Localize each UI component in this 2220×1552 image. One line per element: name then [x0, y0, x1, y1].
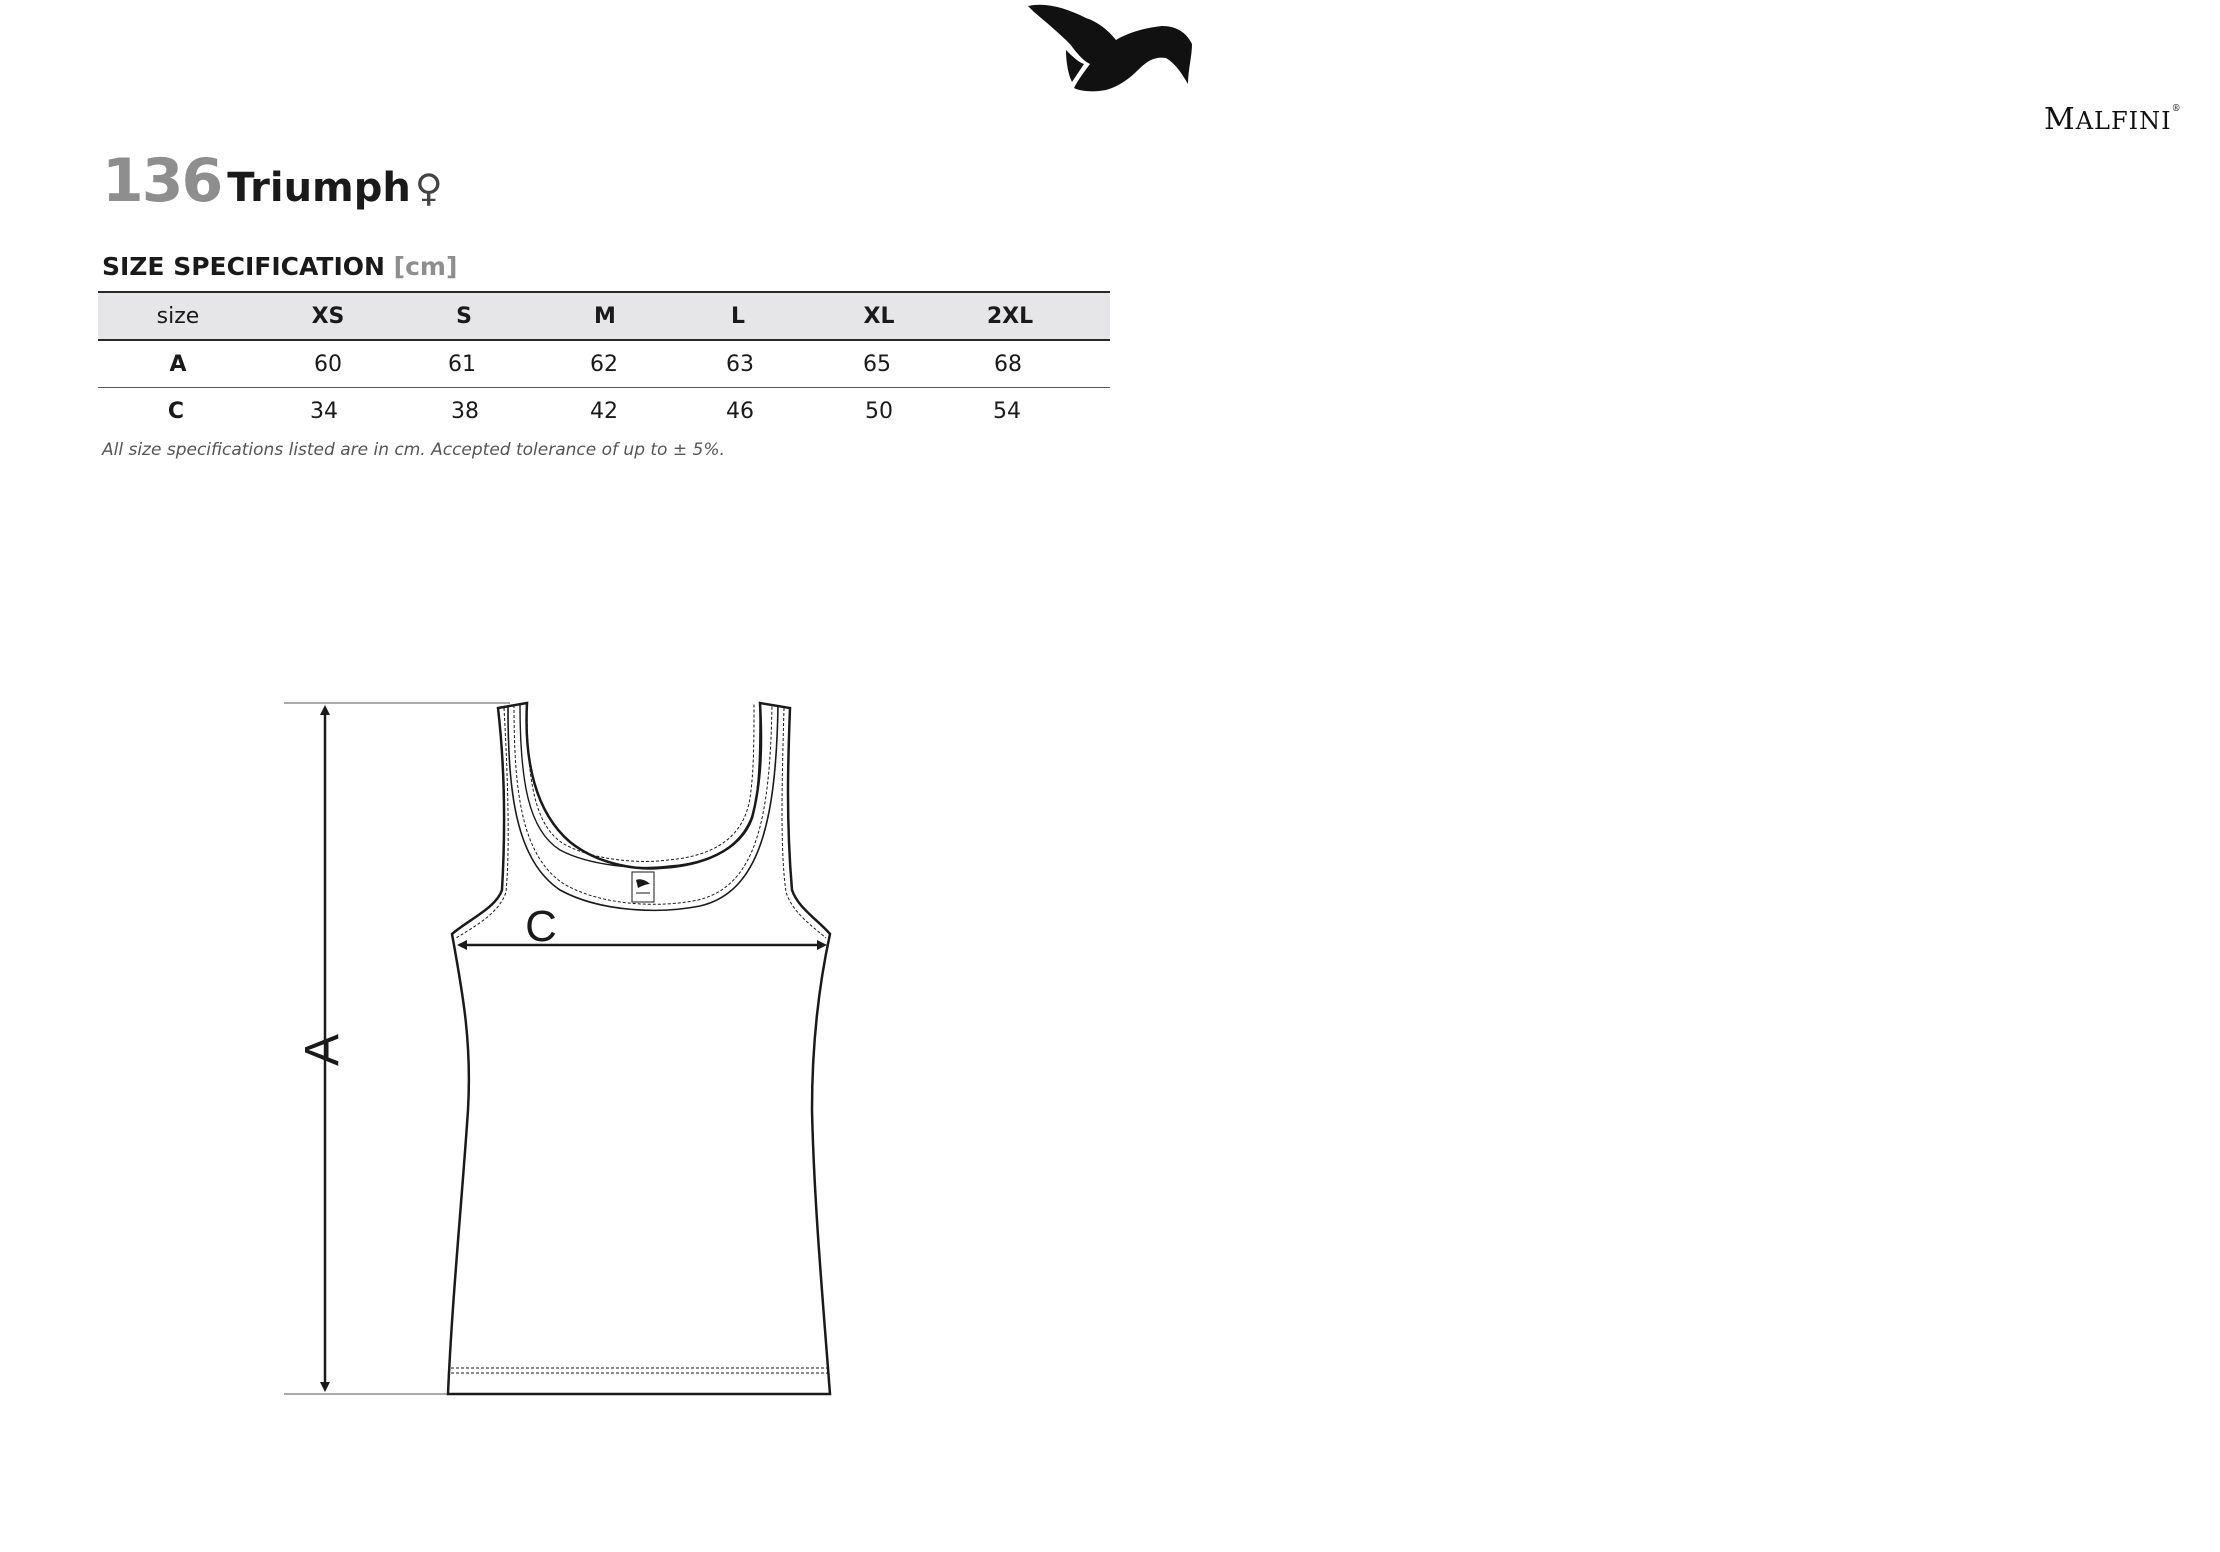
table-cell: 34	[310, 398, 338, 424]
table-header-row	[98, 291, 1110, 341]
table-cell: 46	[726, 398, 754, 424]
product-name: Triumph	[227, 165, 411, 211]
table-row	[98, 388, 1110, 434]
row-label: C	[167, 398, 185, 424]
header-cell: XS	[311, 303, 345, 329]
table-cell: 42	[590, 398, 618, 424]
header-cell: XL	[863, 303, 895, 329]
table-cell: 38	[451, 398, 479, 424]
tank-top-diagram	[0, 680, 1200, 1440]
size-table	[98, 291, 1110, 434]
garment-outline	[448, 703, 830, 1394]
table-cell: 60	[314, 351, 342, 377]
dimension-c-label: C	[525, 902, 557, 951]
table-cell: 63	[726, 351, 754, 377]
header-cell: M	[594, 303, 616, 329]
table-cell: 61	[448, 351, 476, 377]
row-label: A	[169, 351, 187, 377]
table-cell: 54	[993, 398, 1021, 424]
table-cell: 65	[863, 351, 891, 377]
neck-label	[632, 872, 654, 902]
dimension-a-label: A	[296, 1033, 349, 1067]
brand-wordmark: MALFINI®	[2044, 102, 2182, 137]
header-cell: S	[456, 303, 472, 329]
table-cell: 50	[865, 398, 893, 424]
size-spec-heading: SIZE SPECIFICATION [cm]	[102, 252, 458, 281]
product-title	[102, 146, 443, 226]
header-cell: 2XL	[986, 303, 1034, 329]
female-icon: ♀	[414, 166, 443, 210]
header-cell: size	[156, 303, 200, 329]
table-cell: 62	[590, 351, 618, 377]
table-row	[98, 341, 1110, 388]
eagle-icon	[1026, 0, 1194, 96]
product-number: 136	[102, 146, 222, 216]
tolerance-note: All size specifications listed are in cm. Accepted tolerance of up to ± 5%.	[102, 440, 725, 460]
table-cell: 68	[994, 351, 1022, 377]
malfini-logo	[1020, 0, 2182, 137]
header-cell: L	[730, 303, 746, 329]
